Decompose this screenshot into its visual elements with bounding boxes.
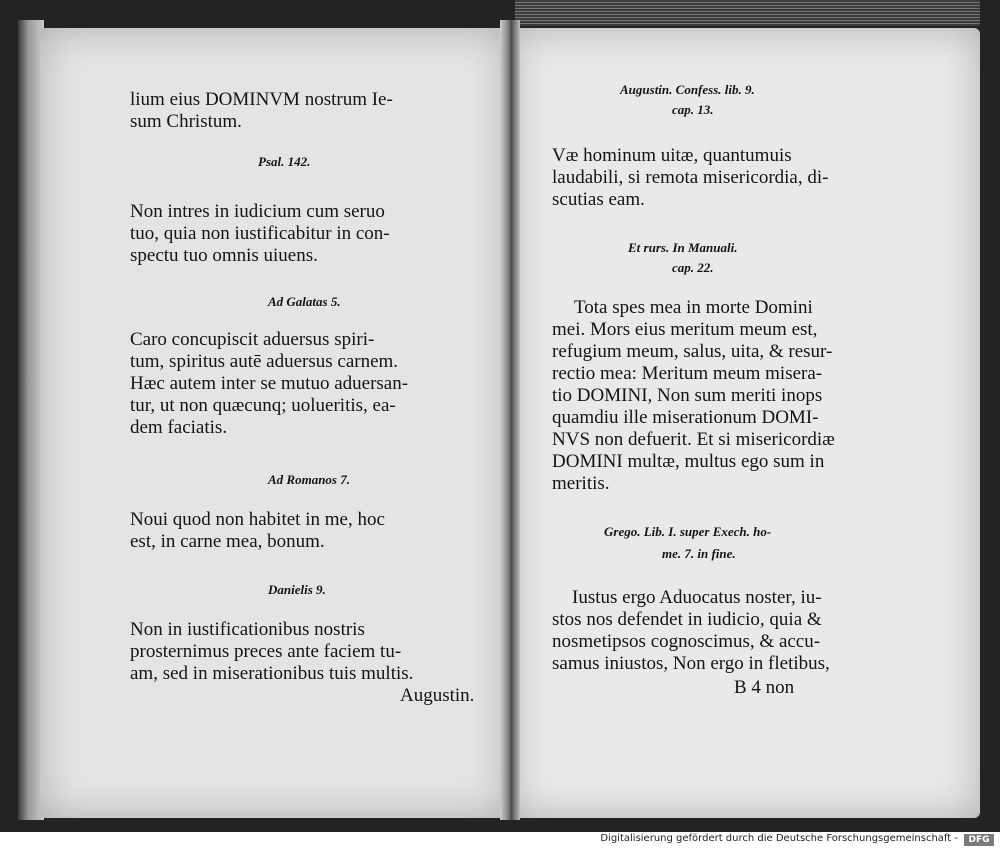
right-page-heading: cap. 13. [672, 102, 714, 117]
right-page-line: Iustus ergo Aduocatus noster, iu- [572, 587, 822, 608]
book-edge-top [515, 0, 980, 26]
left-page-line: am, sed in miserationibus tuis multis. [130, 663, 414, 684]
right-page-line: meritis. [552, 473, 610, 494]
right-page-line: quamdiu ille miserationum DOMI- [552, 407, 819, 428]
left-page-line: spectu tuo omnis uiuens. [130, 245, 318, 266]
left-page-heading: Psal. 142. [258, 154, 311, 169]
left-page-line: Hæc autem inter se mutuo aduersan- [130, 373, 409, 394]
right-page-line: Væ hominum uitæ, quantumuis [552, 145, 792, 166]
right-page-line: Tota spes mea in morte Domini [574, 297, 813, 318]
left-page-line: Non in iustificationibus nostris [130, 619, 365, 640]
right-page-line: mei. Mors eius meritum meum est, [552, 319, 818, 340]
left-page-line: est, in carne mea, bonum. [130, 531, 325, 552]
right-page-line: DOMINI multæ, multus ego sum in [552, 451, 825, 472]
right-page-line: rectio mea: Meritum meum misera- [552, 363, 823, 384]
right-page-line: scutias eam. [552, 189, 645, 210]
left-page-heading: Ad Romanos 7. [268, 472, 350, 487]
left-page-heading: Danielis 9. [268, 582, 326, 597]
right-page-heading: Augustin. Confess. lib. 9. [620, 82, 755, 97]
right-page-line: nosmetipsos cognoscimus, & accu- [552, 631, 821, 652]
left-page-line: tur, ut non quæcunq; uolueritis, ea- [130, 395, 396, 416]
left-page-line: Augustin. [400, 685, 475, 706]
right-page-line: stos nos defendet in iudicio, quia & [552, 609, 822, 630]
right-page-line: refugium meum, salus, uita, & resur- [552, 341, 833, 362]
left-page-line: lium eius DOMINVM nostrum Ie- [130, 89, 393, 110]
left-page-line: Noui quod non habitet in me, hoc [130, 509, 385, 530]
left-page-heading: Ad Galatas 5. [268, 294, 341, 309]
right-page-heading: Et rurs. In Manuali. [628, 240, 738, 255]
right-page-heading: cap. 22. [672, 260, 714, 275]
right-page-line: NVS non defuerit. Et si misericordiæ [552, 429, 835, 450]
right-page-heading: Grego. Lib. I. super Exech. ho- [604, 524, 772, 539]
left-page-line: tum, spiritus autē aduersus carnem. [130, 351, 399, 372]
left-page-line: Caro concupiscit aduersus spiri- [130, 329, 375, 350]
left-page-line: sum Christum. [130, 111, 242, 132]
left-page-line: tuo, quia non iustificabitur in con- [130, 223, 390, 244]
right-page-line: samus iniustos, Non ergo in fletibus, [552, 653, 830, 674]
right-page-heading: me. 7. in fine. [662, 546, 736, 561]
right-page-line: tio DOMINI, Non sum meriti inops [552, 385, 823, 406]
left-page-line: prosternimus preces ante faciem tu- [130, 641, 402, 662]
footer-bar [0, 832, 1000, 849]
footer-credit: Digitalisierung gefördert durch die Deutsche Forschungsgemeinschaft - [600, 833, 958, 844]
right-page-line: laudabili, si remota misericordia, di- [552, 167, 829, 188]
right-page-line: B 4 non [734, 677, 795, 698]
dfg-logo: DFG [964, 834, 994, 846]
left-page-line: Non intres in iudicium cum seruo [130, 201, 385, 222]
book-gutter [500, 20, 520, 820]
left-page-line: dem faciatis. [130, 417, 228, 438]
